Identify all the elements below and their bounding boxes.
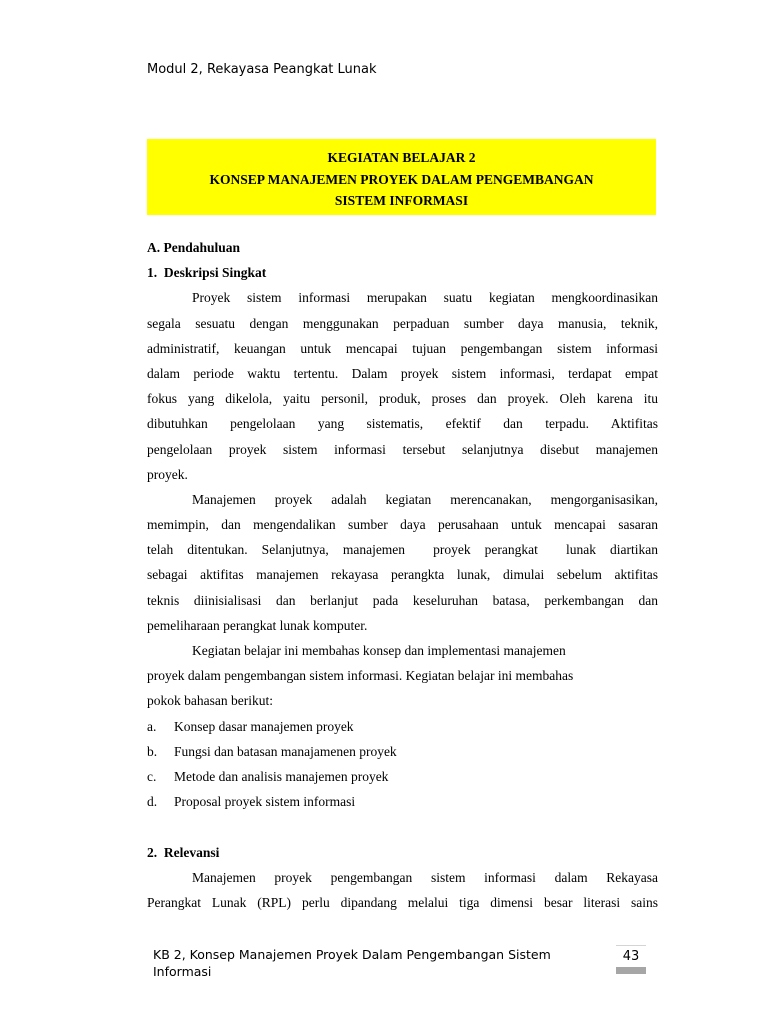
paragraph-2 bbox=[147, 487, 658, 638]
list-marker: d. bbox=[147, 794, 158, 810]
page-number-box bbox=[616, 945, 646, 974]
title-line-1: KEGIATAN BELAJAR 2 bbox=[327, 150, 476, 165]
list-item bbox=[147, 714, 658, 739]
running-footer bbox=[153, 946, 593, 980]
paragraph-line: Manajemen proyek adalah kegiatan merencanakan, mengorganisasikan, bbox=[192, 491, 658, 507]
list-item-text: Konsep dasar manajemen proyek bbox=[174, 718, 354, 734]
subsection-heading-1: 1. Deskripsi Singkat bbox=[147, 265, 267, 281]
paragraph-line: telah ditentukan. Selanjutnya, manajemen proyek perangkat lunak diartikan bbox=[147, 542, 658, 558]
running-header: Modul 2, Rekayasa Peangkat Lunak bbox=[147, 62, 377, 77]
paragraph-line: teknis diinisialisasi dan berlanjut pada keseluruhan batasa, perkembangan dan bbox=[147, 592, 658, 608]
list-item-text: Fungsi dan batasan manajamenen proyek bbox=[174, 743, 397, 759]
spacer bbox=[147, 814, 658, 839]
title-line-3: SISTEM INFORMASI bbox=[334, 193, 469, 208]
paragraph-4 bbox=[147, 865, 658, 915]
page-number-rule bbox=[616, 945, 646, 946]
paragraph-line: segala sesuatu dengan menggunakan perpaduan sumber daya manusia, teknik, bbox=[147, 315, 658, 331]
subsection-heading-2: 2. Relevansi bbox=[147, 844, 220, 860]
list-item-text: Metode dan analisis manajemen proyek bbox=[174, 768, 389, 784]
paragraph-line: memimpin, dan mengendalikan sumber daya perusahaan untuk mencapai sasaran bbox=[147, 517, 658, 533]
paragraph-line: pengelolaan proyek sistem informasi tersebut selanjutnya disebut manajemen bbox=[147, 441, 658, 457]
paragraph-line: dibutuhkan pengelolaan yang sistematis, efektif dan terpadu. Aktifitas bbox=[147, 416, 658, 432]
list-item bbox=[147, 764, 658, 789]
topic-list bbox=[147, 714, 658, 815]
paragraph-line: Kegiatan belajar ini membahas konsep dan implementasi manajemen bbox=[192, 643, 566, 658]
paragraph-line: sebagai aktifitas manajemen rekayasa perangkta lunak, dimulai sebelum aktifitas bbox=[147, 567, 658, 583]
paragraph-line: pokok bahasan berikut: bbox=[147, 693, 273, 709]
title-line-2: KONSEP MANAJEMEN PROYEK DALAM PENGEMBANGAN bbox=[209, 171, 594, 187]
list-item bbox=[147, 739, 658, 764]
list-item-text: Proposal proyek sistem informasi bbox=[174, 794, 356, 810]
list-marker: b. bbox=[147, 743, 158, 759]
paragraph-3 bbox=[147, 638, 658, 714]
paragraph-1 bbox=[147, 285, 658, 487]
section-heading-a: A. Pendahuluan bbox=[147, 240, 241, 255]
paragraph-line: fokus yang dikelola, yaitu personil, produk, proses dan proyek. Oleh karena itu bbox=[147, 391, 658, 407]
paragraph-line: Manajemen proyek pengembangan sistem informasi dalam Rekayasa bbox=[192, 869, 658, 885]
list-marker: c. bbox=[147, 768, 157, 784]
paragraph-line: Proyek sistem informasi merupakan suatu kegiatan mengkoordinasikan bbox=[192, 290, 658, 306]
page-number: 43 bbox=[622, 949, 640, 964]
page-number-bar bbox=[616, 967, 646, 974]
list-item bbox=[147, 789, 658, 814]
paragraph-line: proyek dalam pengembangan sistem informasi. Kegiatan belajar ini membahas bbox=[147, 668, 574, 684]
paragraph-line: proyek. bbox=[147, 466, 188, 482]
paragraph-line: Perangkat Lunak (RPL) perlu dipandang melalui tiga dimensi besar literasi sains bbox=[147, 894, 658, 910]
paragraph-line: administratif, keuangan untuk mencapai tujuan pengembangan sistem informasi bbox=[147, 340, 658, 356]
footer-line-2: Informasi bbox=[153, 964, 212, 979]
body-content bbox=[147, 235, 658, 915]
list-marker: a. bbox=[147, 718, 157, 734]
paragraph-line: dalam periode waktu tertentu. Dalam proyek sistem informasi, terdapat empat bbox=[147, 365, 658, 381]
chapter-title-box bbox=[147, 139, 656, 215]
paragraph-line: pemeliharaan perangkat lunak komputer. bbox=[147, 617, 368, 633]
footer-line-1: KB 2, Konsep Manajemen Proyek Dalam Pengembangan Sistem bbox=[153, 947, 551, 962]
